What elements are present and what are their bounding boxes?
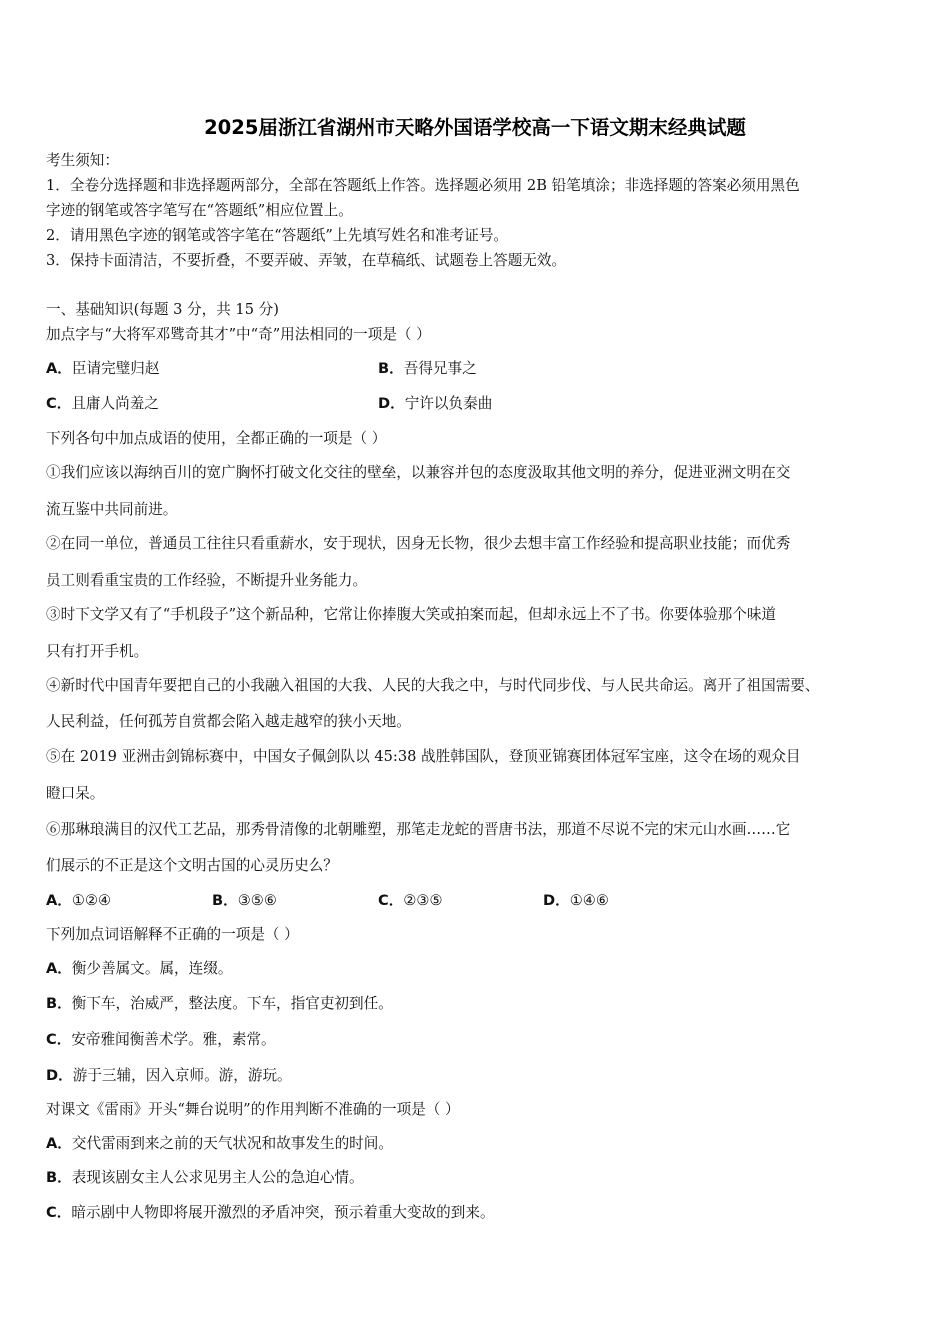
q2-sentence-3a: ③时下文学又有了“手机段子”这个新品种，它常让你捧腹大笑或拍案而起，但却永远上不了书。你要体验那个味道: [46, 606, 777, 623]
q4-stem: 对课文《雷雨》开头“舞台说明”的作用判断不准确的一项是（ ）: [46, 1101, 460, 1118]
q1-option-b-label: B．: [378, 360, 404, 377]
q2-sentence-5a: ⑤在 2019 亚洲击剑锦标赛中，中国女子佩剑队以 45:38 战胜韩国队，登顶亚锦赛团体冠军宝座，这令在场的观众目: [46, 748, 801, 765]
q3-option-d-text: 游于三辅，因入京师。游，游玩。: [72, 1067, 292, 1084]
q1-option-d-label: D．: [378, 395, 405, 412]
q1-option-c-label: C．: [46, 395, 72, 412]
q2-option-c: [378, 891, 443, 911]
q2-sentence-6a: ⑥那琳琅满目的汉代工艺品，那秀骨清像的北朝雕塑，那笔走龙蛇的晋唐书法，那道不尽说不完的宋元山水画……它: [46, 821, 791, 838]
q4-option-c-label: C．: [46, 1204, 72, 1221]
q2-option-c-label: C．: [378, 892, 404, 909]
q2-option-c-text: ②③⑤: [403, 892, 443, 909]
q4-option-a-label: A．: [46, 1135, 72, 1152]
q3-option-d-label: D．: [46, 1067, 73, 1084]
q2-option-a: [46, 891, 111, 911]
q1-option-c-text: 且庸人尚羞之: [71, 395, 159, 412]
q3-option-b-text: 衡下车，治威严，整法度。下车，指官吏初到任。: [71, 995, 393, 1012]
q2-sentence-6b: 们展示的不正是这个文明古国的心灵历史么？: [46, 857, 338, 874]
notice-heading: 考生须知：: [46, 152, 119, 169]
section-heading: 一、基础知识(每题 3 分，共 15 分): [46, 301, 279, 318]
q2-sentence-4a: ④新时代中国青年要把自己的小我融入祖国的大我、人民的大我之中，与时代同步伐、与人民共命运。离开了祖国需要、: [46, 677, 820, 694]
notice-line-3: 2．请用黑色字迹的钢笔或答字笔在“答题纸”上先填写姓名和准考证号。: [46, 227, 509, 244]
q3-option-b-label: B．: [46, 995, 72, 1012]
q4-option-b-label: B．: [46, 1169, 72, 1186]
q2-sentence-4b: 人民利益，任何孤芳自赏都会陷入越走越窄的狭小天地。: [46, 713, 411, 730]
q2-option-d-label: D．: [543, 892, 570, 909]
q1-option-a-text: 臣请完璧归赵: [71, 360, 160, 377]
q3-option-d: [46, 1066, 292, 1086]
q4-option-c: [46, 1203, 495, 1223]
q3-option-a-label: A．: [46, 960, 72, 977]
q3-option-c-text: 安帝雅闻衡善术学。雅，素常。: [71, 1031, 276, 1048]
q3-option-b: [46, 994, 393, 1014]
q2-option-a-label: A．: [46, 892, 72, 909]
q2-option-b-label: B．: [212, 892, 238, 909]
q3-option-c: [46, 1030, 276, 1050]
q2-sentence-1b: 流互鉴中共同前进。: [46, 501, 178, 518]
q2-sentence-2b: 员工则看重宝贵的工作经验，不断提升业务能力。: [46, 572, 368, 589]
notice-line-1: 1．全卷分选择题和非选择题两部分，全部在答题纸上作答。选择题必须用 2B 铅笔填涂；非选择题的答案必须用黑色: [46, 177, 800, 194]
q1-option-c: [46, 394, 159, 414]
q4-option-b: [46, 1168, 364, 1188]
q1-option-a-label: A．: [46, 360, 72, 377]
q2-option-b-text: ③⑤⑥: [237, 892, 277, 909]
q4-option-a-text: 交代雷雨到来之前的天气状况和故事发生的时间。: [71, 1135, 393, 1152]
q1-option-d-text: 宁许以负秦曲: [404, 395, 493, 412]
notice-line-2: 字迹的钢笔或答字笔写在“答题纸”相应位置上。: [46, 202, 353, 219]
q3-option-c-label: C．: [46, 1031, 72, 1048]
q1-option-d: [378, 394, 492, 414]
q1-option-a: [46, 359, 159, 379]
q2-stem: 下列各句中加点成语的使用，全都正确的一项是（ ）: [46, 430, 387, 447]
q2-option-d: [543, 891, 609, 911]
q4-option-c-text: 暗示剧中人物即将展开激烈的矛盾冲突，预示着重大变故的到来。: [71, 1204, 495, 1221]
page-title: 2025届浙江省湖州市天略外国语学校高一下语文期末经典试题: [204, 116, 746, 139]
q3-option-a: [46, 959, 232, 979]
q2-sentence-2a: ②在同一单位，普通员工往往只看重薪水，安于现状，因身无长物，很少去想丰富工作经验和提高职业技能；而优秀: [46, 535, 791, 552]
q2-option-a-text: ①②④: [71, 892, 112, 909]
q1-stem: 加点字与“大将军邓骘奇其才”中“奇”用法相同的一项是（ ）: [46, 326, 431, 343]
q3-option-a-text: 衡少善属文。属，连缀。: [71, 960, 233, 977]
q1-option-b: [378, 359, 477, 379]
q2-option-d-text: ①④⑥: [569, 892, 609, 909]
q1-option-b-text: 吾得兄事之: [403, 360, 477, 377]
q2-sentence-3b: 只有打开手机。: [46, 643, 149, 660]
notice-line-4: 3．保持卡面清洁，不要折叠，不要弄破、弄皱，在草稿纸、试题卷上答题无效。: [46, 252, 567, 269]
q2-sentence-1a: ①我们应该以海纳百川的宽广胸怀打破文化交往的壁垒，以兼容并包的态度汲取其他文明的养分，促进亚洲文明在交: [46, 464, 791, 481]
q3-stem: 下列加点词语解释不正确的一项是（ ）: [46, 926, 299, 943]
q4-option-b-text: 表现该剧女主人公求见男主人公的急迫心情。: [71, 1169, 364, 1186]
q2-sentence-5b: 瞪口呆。: [46, 785, 105, 802]
q2-option-b: [212, 891, 277, 911]
q4-option-a: [46, 1134, 393, 1154]
